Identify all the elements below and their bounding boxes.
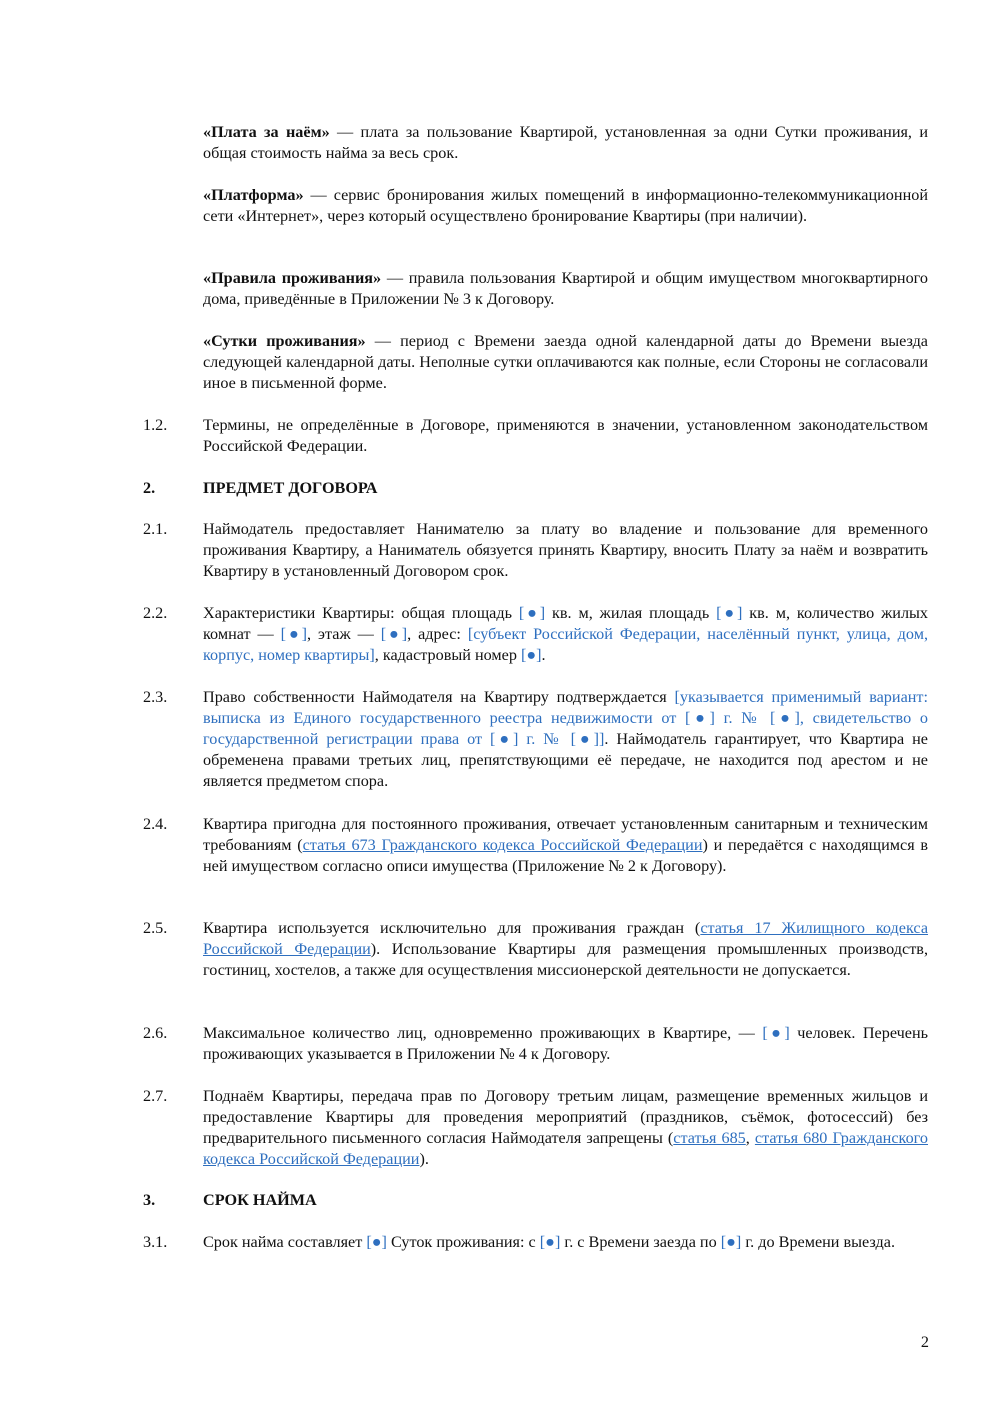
section-number: 2.: [143, 479, 156, 497]
clause-text: Квартира используется исключительно для проживания граждан (статья 17 Жилищного кодекса Российской Федерации). Использование Квартиры для размещения промышленных производств, гостиниц, хостелов, а также для осуществления миссионерской деятельности не допускается.: [203, 919, 929, 979]
clause-number: 2.6.: [143, 1024, 168, 1042]
clause-text: Наймодатель предоставляет Нанимателю за плату во владение и пользование для временного проживания Квартиру, а Наниматель обязуется принять Квартиру, вносить Плату за наём и возвратить Квартиру в установленный Договором срок.: [203, 520, 928, 580]
law-link[interactable]: статья 17 Жилищного кодекса Российской Федерации: [203, 919, 929, 958]
clause-text: Поднаём Квартиры, передача прав по Договору третьим лицам, размещение временных жильцов и предоставление Квартиры для проведения мероприятий (праздников, съёмок, фотосессий) без предварительного письменного согласия Наймодателя запрещены (статья 685, статья 680 Гражданского кодекса Российской Федерации).: [203, 1087, 928, 1168]
section-heading: ПРЕДМЕТ ДОГОВОРА: [203, 479, 378, 497]
clause-text: Срок найма составляет [●] Суток проживания: с [●] г. с Времени заезда по [●] г. до Времени выезда.: [203, 1233, 895, 1251]
placeholder: [субъект Российской Федерации, населённый пункт, улица, дом, корпус, номер квартиры]: [203, 625, 928, 664]
clause-text: Максимальное количество лиц, одновременно проживающих в Квартире, — [●] человек. Перечень проживающих указывается в Приложении № 4 к Договору.: [203, 1024, 928, 1063]
placeholder: [●]: [366, 1233, 387, 1251]
definition-living-day: «Сутки проживания» — период с Времени заезда одной календарной даты до Времени выезда следующей календарной даты. Неполные сутки оплачиваются как полные, если Стороны не согласовали иное в письменной форме.: [203, 332, 928, 392]
law-link[interactable]: статья 680 Гражданского кодекса Российской Федерации: [203, 1129, 928, 1168]
placeholder: [указывается применимый вариант: выписка из Единого государственного реестра недвижимости от [●] г. № [●], свидетельство о государственной регистрации права от [●] г. № [●]]: [203, 688, 928, 748]
definition-rent-payment: «Плата за наём» — плата за пользование Квартирой, установленная за одни Сутки проживания, и общая стоимость найма за весь срок.: [203, 123, 928, 162]
definition-living-rules: «Правила проживания» — правила пользования Квартирой и общим имуществом многоквартирного дома, приведённые в Приложении № 3 к Договору.: [203, 269, 928, 308]
clause-number: 2.7.: [143, 1087, 168, 1105]
clause-number: 3.1.: [143, 1233, 168, 1251]
clause-text: Право собственности Наймодателя на Квартиру подтверждается [указывается применимый вариант: выписка из Единого государственного реестра недвижимости от [●] г. № [●], свидетельство о государственной регистрации права от [●] г. № [●]]. Наймодатель гарантирует, что Квартира не обременена правами третьих лиц, препятствующими её передаче, не находится под арестом и не является предметом спора.: [203, 688, 928, 790]
placeholder: [●]: [716, 604, 743, 622]
page-number: 2: [920, 1333, 929, 1351]
placeholder: [●]: [539, 1233, 561, 1251]
placeholder: [●]: [720, 1233, 742, 1251]
clause-number: 2.1.: [143, 520, 168, 538]
placeholder: [●]: [380, 625, 408, 643]
placeholder: [●]: [762, 1024, 790, 1042]
clause-number: 2.2.: [143, 604, 168, 622]
law-link[interactable]: статья 673 Гражданского кодекса Российской Федерации: [302, 836, 703, 854]
placeholder: [●]: [280, 625, 308, 643]
law-link[interactable]: статья 685: [673, 1129, 746, 1147]
placeholder: [●]: [520, 646, 542, 664]
clause-text: Термины, не определённые в Договоре, применяются в значении, установленном законодательством Российской Федерации.: [203, 416, 928, 455]
clause-number: 2.4.: [143, 815, 168, 833]
placeholder: [●]: [518, 604, 546, 622]
clause-number: 2.3.: [143, 688, 168, 706]
section-heading: СРОК НАЙМА: [203, 1191, 317, 1209]
clause-number: 1.2.: [143, 416, 168, 434]
clause-text: Квартира пригодна для постоянного проживания, отвечает установленным санитарным и техническим требованиям (статья 673 Гражданского кодекса Российской Федерации) и передаётся с находящимся в ней имуществом согласно описи имущества (Приложение № 2 к Договору).: [203, 815, 929, 875]
clause-number: 2.5.: [143, 919, 168, 937]
section-number: 3.: [143, 1191, 156, 1209]
clause-text: Характеристики Квартиры: общая площадь [●] кв. м, жилая площадь [●] кв. м, количество жилых комнат — [●], этаж — [●], адрес: [субъект Российской Федерации, населённый пункт, улица, дом, корпус, номер квартиры], кадастровый номер [●].: [203, 604, 928, 664]
definition-platform: «Платформа» — сервис бронирования жилых помещений в информационно-телекоммуникационной сети «Интернет», через который осуществлено бронирование Квартиры (при наличии).: [203, 186, 928, 225]
